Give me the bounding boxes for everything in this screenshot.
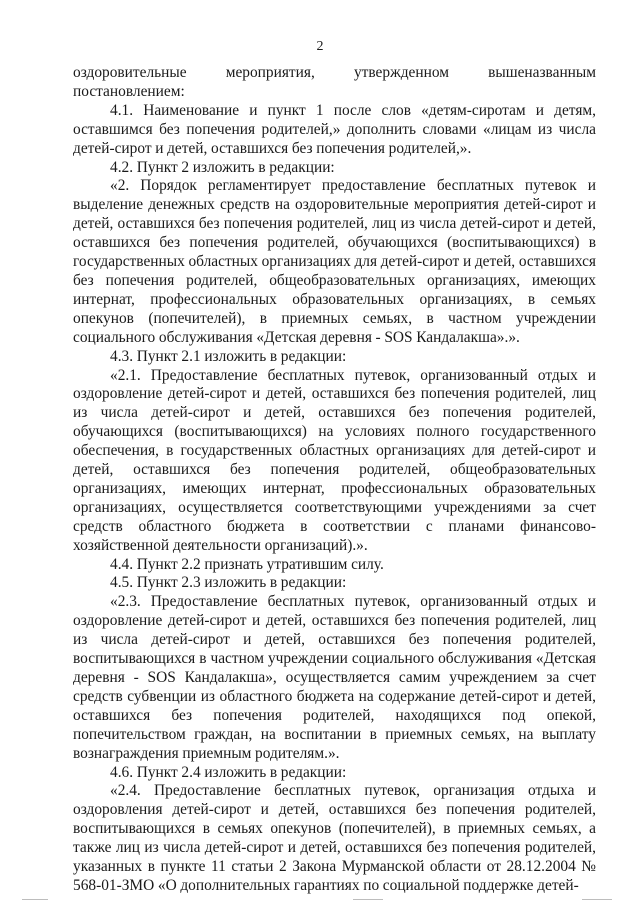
paragraph-4-1: 4.1. Наименование и пункт 1 после слов «детям-сиротам и детям, оставшимся без попечения родителей,» дополнить словами «лицам из числа детей-сирот и детей, оставшихся без попечения родителей,».	[73, 101, 596, 157]
paragraph-clause-2-3: «2.3. Предоставление бесплатных путевок, организованный отдых и оздоровление детей-сирот и детей, оставшихся без попечения родителей, лиц из числа детей-сирот и детей, оставшихся без попечения родителей, воспитывающихся в частном учреждении социального обслуживания «Детская деревня - SOS Кандалакша», осуществляется самим учреждением за счет средств субвенции из областного бюджета на содержание детей-сирот и детей, оставшихся без попечения родителей, находящихся под опекой, попечительством граждан, на воспитании в приемных семьях, на выплату вознаграждения приемным родителям.».	[73, 593, 596, 762]
paragraph-intro: оздоровительные мероприятия, утвержденном вышеназванным постановлением:	[73, 64, 596, 100]
paragraph-clause-2-4: «2.4. Предоставление бесплатных путевок, организация отдыха и оздоровления детей-сирот и детей, оставшихся без попечения родителей, воспитывающихся в семьях опекунов (попечителей), в приемных семьях, а также лиц из числа детей-сирот и детей, оставшихся без попечения родителей, указанных в пункте 11 статьи 2 Закона Мурманской области от 28.12.2004 № 568-01-ЗМО «О дополнительных гарантиях по социальной поддержке детей-	[73, 782, 596, 894]
paragraph-4-3: 4.3. Пункт 2.1 изложить в редакции:	[110, 347, 347, 365]
paragraph-4-5: 4.5. Пункт 2.3 изложить в редакции:	[110, 574, 347, 592]
paragraph-4-4: 4.4. Пункт 2.2 признать утратившим силу.	[110, 555, 384, 573]
document-body	[73, 64, 596, 896]
paragraph-clause-2-1: «2.1. Предоставление бесплатных путевок, организованный отдых и оздоровление детей-сирот и детей, оставшихся без попечения родителей, лиц из числа детей-сирот и детей, оставшихся без попечения родителей, обучающихся (воспитывающихся) на условиях полного государственного обеспечения, в государственных областных организациях для детей-сирот и детей, оставшихся без попечения родителей, общеобразовательных организациях, имеющих интернат, профессиональных образовательных организациях, осуществляется соответствующими учреждениями за счет средств областного бюджета в соответствии с планами финансово-хозяйственной деятельности организаций).».	[73, 366, 596, 554]
paragraph-clause-2: «2. Порядок регламентирует предоставление бесплатных путевок и выделение денежных средств на оздоровительные мероприятия детей-сирот и детей, оставшихся без попечения родителей, лиц из числа детей-сирот и детей, оставшихся без попечения родителей, обучающихся (воспитывающихся) в государственных областных организациях для детей-сирот и детей, оставшихся без попечения родителей, общеобразовательных организациях, имеющих интернат, профессиональных образовательных организациях, в семьях опекунов (попечителей), в приемных семьях, в частном учреждении социального обслуживания «Детская деревня - SOS Кандалакша».».	[73, 177, 596, 346]
paragraph-4-6: 4.6. Пункт 2.4 изложить в редакции:	[110, 763, 347, 781]
scan-mark-right	[582, 899, 612, 900]
page-number: 2	[316, 39, 324, 54]
scan-mark-center	[353, 899, 383, 900]
scan-mark-left	[22, 899, 48, 900]
paragraph-4-2: 4.2. Пункт 2 изложить в редакции:	[110, 158, 335, 176]
